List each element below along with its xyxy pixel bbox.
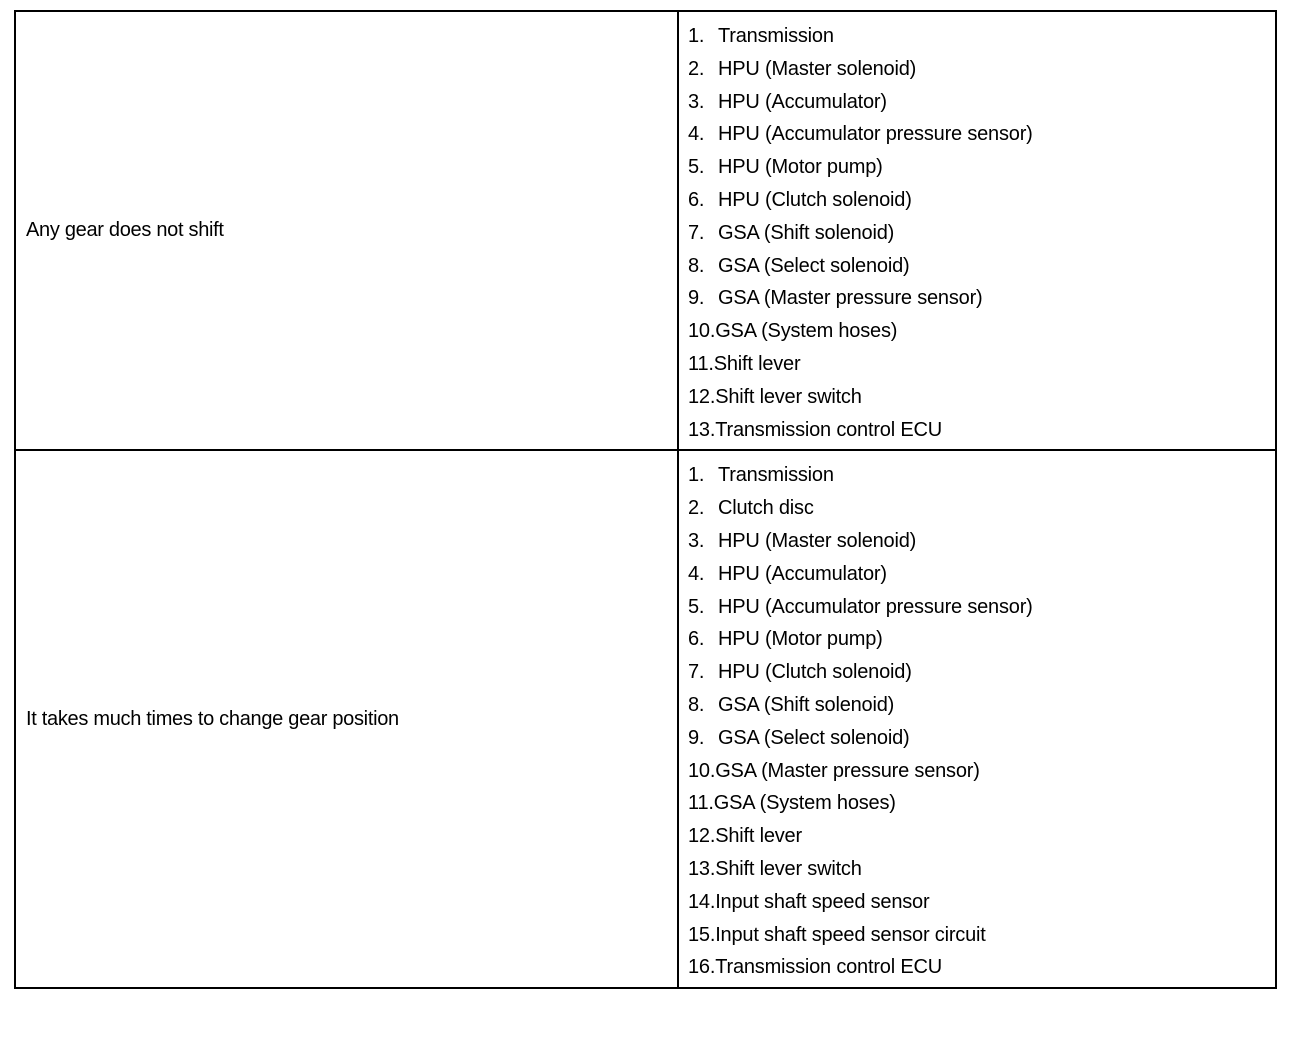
list-item [688,919,1275,952]
table-row [15,450,1276,988]
list-item [688,591,1275,624]
list-item [688,118,1275,151]
item-text: GSA (Master pressure sensor) [718,287,983,310]
list-item [688,886,1275,919]
item-number: 9. [688,287,705,310]
item-number: 12. [688,385,716,408]
item-text: HPU (Accumulator) [718,90,887,113]
list-item [688,86,1275,119]
list-item [688,20,1275,53]
item-number: 10. [688,320,716,343]
list-item [688,787,1275,820]
item-number: 4. [688,562,705,585]
list-item [688,348,1275,381]
item-number: 11. [688,792,714,815]
list-item [688,689,1275,722]
item-text: GSA (Select solenoid) [718,726,910,749]
item-number: 1. [688,25,705,47]
item-text: GSA (Select solenoid) [718,254,910,277]
list-item [688,250,1275,283]
item-number: 10. [688,759,716,782]
item-text: Input shaft speed sensor circuit [715,923,986,946]
list-item [688,184,1275,217]
list-item [688,623,1275,656]
item-text: Shift lever switch [715,385,862,408]
item-text: Transmission [718,464,834,487]
list-item [688,282,1275,315]
symptom-cell [15,450,678,988]
list-item [688,315,1275,348]
item-number: 15. [688,923,716,946]
item-text: Shift lever [715,825,802,848]
list-item [688,722,1275,755]
item-number: 9. [688,726,705,749]
list-item [688,558,1275,591]
item-text: HPU (Motor pump) [718,628,883,651]
item-text: Transmission [718,25,834,47]
item-number: 6. [688,628,705,651]
item-text: HPU (Master solenoid) [718,57,917,80]
suspect-parts-cell [678,11,1276,450]
list-item [688,381,1275,414]
list-item [688,459,1275,492]
item-number: 1. [688,464,705,487]
list-item [688,656,1275,689]
item-text: Transmission control ECU [715,956,942,979]
item-text: HPU (Clutch solenoid) [718,661,912,684]
symptom-text: It takes much times to change gear position [26,707,399,730]
suspect-parts-list [688,459,1275,984]
item-text: HPU (Accumulator) [718,562,887,585]
item-text: GSA (System hoses) [715,320,898,343]
item-number: 5. [688,156,705,179]
item-number: 16. [688,956,716,979]
item-text: HPU (Accumulator pressure sensor) [718,595,1033,618]
item-number: 2. [688,57,705,80]
suspect-parts-list [688,20,1275,446]
table-row [15,11,1276,450]
list-item [688,951,1275,984]
item-number: 3. [688,529,705,552]
item-text: Transmission control ECU [715,418,942,441]
item-number: 7. [688,221,705,244]
item-number: 5. [688,595,705,618]
suspect-parts-cell [678,450,1276,988]
item-number: 7. [688,661,705,684]
list-item [688,217,1275,250]
item-number: 2. [688,497,705,520]
list-item [688,820,1275,853]
item-text: Shift lever [713,352,801,375]
list-item [688,492,1275,525]
item-text: Clutch disc [718,497,814,520]
item-number: 8. [688,693,705,716]
item-number: 6. [688,188,705,211]
symptom-text: Any gear does not shift [26,219,224,242]
list-item [688,414,1275,447]
item-number: 12. [688,825,716,848]
item-text: GSA (Shift solenoid) [718,221,895,244]
item-number: 13. [688,418,716,441]
item-text: GSA (Shift solenoid) [718,693,895,716]
item-number: 3. [688,90,705,113]
item-text: HPU (Clutch solenoid) [718,188,912,211]
list-item [688,53,1275,86]
list-item [688,853,1275,886]
table-body [15,11,1276,988]
list-item [688,525,1275,558]
item-number: 4. [688,123,705,146]
item-number: 13. [688,857,716,880]
item-text: GSA (System hoses) [713,792,896,815]
item-text: Shift lever switch [715,857,862,880]
item-text: HPU (Master solenoid) [718,529,917,552]
symptom-cell [15,11,678,450]
list-item [688,151,1275,184]
troubleshooting-table [14,10,1277,989]
item-number: 8. [688,254,705,277]
item-text: GSA (Master pressure sensor) [715,759,980,782]
item-text: HPU (Accumulator pressure sensor) [718,123,1033,146]
item-text: HPU (Motor pump) [718,156,883,179]
item-number: 11. [688,352,714,375]
list-item [688,755,1275,788]
item-number: 14. [688,890,716,913]
item-text: Input shaft speed sensor [715,890,930,913]
